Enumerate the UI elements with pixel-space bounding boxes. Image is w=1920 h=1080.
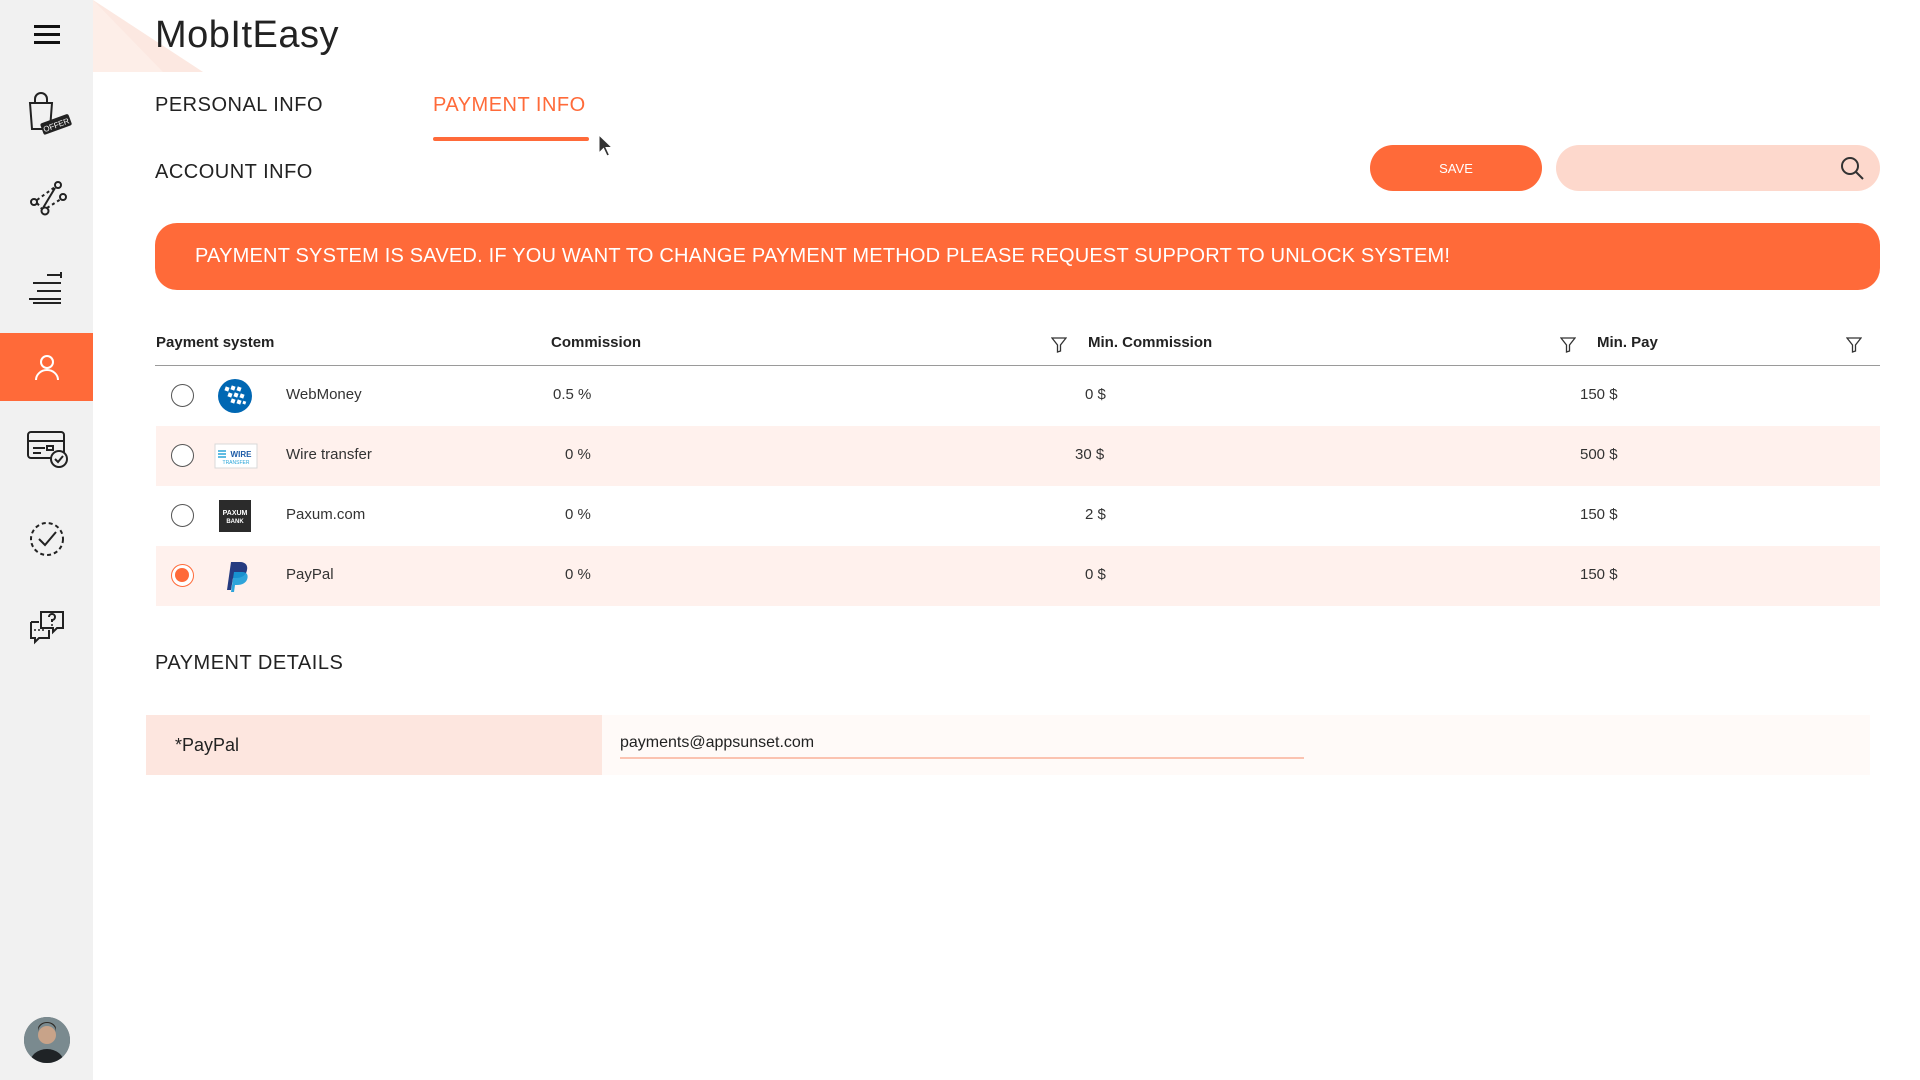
payment-locked-banner: PAYMENT SYSTEM IS SAVED. IF YOU WANT TO CHANGE PAYMENT METHOD PLEASE REQUEST SUPPORT TO UNLOCK SYSTEM! bbox=[155, 223, 1880, 290]
table-row[interactable] bbox=[156, 426, 1880, 486]
commission-value: 0 % bbox=[565, 446, 591, 463]
payment-details-label: *PayPal bbox=[146, 715, 602, 775]
stacked-lines-icon bbox=[27, 270, 67, 306]
sidebar-item-tasks[interactable] bbox=[0, 505, 93, 573]
paxum-logo-subtext: BANK bbox=[226, 519, 244, 525]
paxum-logo bbox=[218, 498, 252, 534]
min-pay-value: 150 $ bbox=[1580, 506, 1618, 523]
min-commission-value: 0 $ bbox=[1085, 566, 1106, 583]
payment-radio-paxum[interactable] bbox=[171, 504, 194, 527]
user-avatar[interactable] bbox=[24, 1017, 70, 1063]
wire-transfer-logo bbox=[214, 438, 258, 474]
commission-value: 0 % bbox=[565, 506, 591, 523]
min-commission-value: 30 $ bbox=[1075, 446, 1105, 463]
min-pay-value: 150 $ bbox=[1580, 566, 1618, 583]
sidebar bbox=[0, 0, 93, 1080]
offer-badge-text: OFFER bbox=[41, 116, 71, 135]
table-row[interactable] bbox=[156, 546, 1880, 606]
filter-icon[interactable] bbox=[1560, 337, 1576, 353]
payment-card-check-icon bbox=[25, 428, 69, 470]
min-pay-value: 150 $ bbox=[1580, 386, 1618, 403]
commission-value: 0 % bbox=[565, 566, 591, 583]
wire-transfer-logo-text: WIRE bbox=[230, 450, 252, 459]
payment-system-name: WebMoney bbox=[286, 386, 362, 403]
paypal-email-input[interactable] bbox=[620, 729, 1304, 759]
payment-system-name: Paxum.com bbox=[286, 506, 366, 523]
payment-details-title: PAYMENT DETAILS bbox=[155, 652, 344, 674]
payment-radio-webmoney[interactable] bbox=[171, 384, 194, 407]
table-row[interactable] bbox=[156, 486, 1880, 546]
mouse-cursor-icon bbox=[598, 134, 616, 158]
paxum-logo-text: PAXUM bbox=[222, 510, 248, 517]
column-header-min-pay[interactable]: Min. Pay bbox=[1597, 334, 1658, 351]
commission-value: 0.5 % bbox=[553, 386, 592, 403]
column-header-payment-system[interactable]: Payment system bbox=[156, 334, 275, 351]
network-nodes-icon bbox=[25, 175, 69, 219]
sidebar-item-payments[interactable] bbox=[0, 415, 93, 483]
sidebar-item-profile[interactable] bbox=[0, 333, 93, 401]
chat-help-icon bbox=[27, 606, 67, 646]
paypal-logo bbox=[220, 558, 250, 594]
tab-account-info[interactable]: ACCOUNT INFO bbox=[155, 161, 313, 183]
min-commission-value: 0 $ bbox=[1085, 386, 1106, 403]
payment-details-field bbox=[602, 715, 1870, 775]
hamburger-menu-icon bbox=[32, 22, 62, 46]
min-pay-value: 500 $ bbox=[1580, 446, 1618, 463]
payment-radio-wire-transfer[interactable] bbox=[171, 444, 194, 467]
webmoney-logo bbox=[216, 378, 254, 414]
avatar-image bbox=[24, 1017, 70, 1063]
save-button[interactable]: SAVE bbox=[1370, 145, 1542, 191]
wire-transfer-logo-subtext: TRANSFER bbox=[222, 460, 250, 466]
sidebar-item-support[interactable] bbox=[0, 592, 93, 660]
sidebar-item-offers[interactable] bbox=[0, 78, 93, 146]
search-input[interactable] bbox=[1574, 145, 1838, 193]
column-header-commission[interactable]: Commission bbox=[551, 334, 642, 351]
active-tab-indicator bbox=[433, 137, 589, 141]
filter-icon[interactable] bbox=[1846, 337, 1862, 353]
search-box bbox=[1556, 145, 1880, 191]
tab-payment-info[interactable]: PAYMENT INFO bbox=[433, 94, 586, 116]
tab-personal-info[interactable]: PERSONAL INFO bbox=[155, 94, 324, 116]
filter-icon[interactable] bbox=[1051, 337, 1067, 353]
app-title: MobItEasy bbox=[155, 14, 340, 56]
payment-system-name: PayPal bbox=[286, 566, 334, 583]
sidebar-item-network[interactable] bbox=[0, 163, 93, 231]
sidebar-menu-button[interactable] bbox=[0, 0, 93, 68]
search-icon[interactable] bbox=[1840, 156, 1864, 180]
column-header-min-commission[interactable]: Min. Commission bbox=[1088, 334, 1213, 351]
sidebar-item-reports[interactable] bbox=[0, 254, 93, 322]
payment-system-name: Wire transfer bbox=[286, 446, 372, 463]
offer-bag-icon bbox=[21, 86, 73, 138]
payment-radio-paypal[interactable] bbox=[171, 564, 194, 587]
dashed-circle-check-icon bbox=[27, 519, 67, 559]
min-commission-value: 2 $ bbox=[1085, 506, 1106, 523]
table-row[interactable] bbox=[156, 366, 1880, 426]
user-icon bbox=[32, 352, 62, 382]
